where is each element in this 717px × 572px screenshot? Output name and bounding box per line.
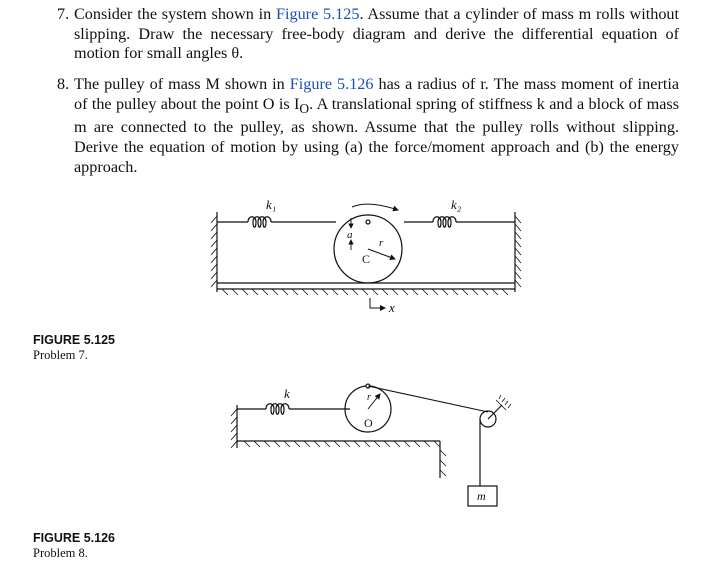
- caption-subtitle: Problem 7.: [33, 348, 88, 362]
- label-r: r: [367, 392, 371, 403]
- spring-k: [237, 404, 350, 415]
- left-wall-hatch: [211, 216, 217, 287]
- x-displacement-arrow: [370, 298, 385, 308]
- label-m: m: [477, 489, 486, 503]
- label-r: r: [379, 237, 384, 249]
- floor-hatch: [222, 289, 508, 295]
- problem-number: 8.: [57, 75, 70, 93]
- caption-subtitle: Problem 8.: [33, 546, 88, 560]
- label-k2: k₂: [451, 197, 462, 212]
- problem-text-part: The pulley of mass M shown in: [74, 75, 290, 93]
- problem-text-part: . A translational spring of stiffness k and a block of mass m are connected to the pulley, as shown. Assume that the pulley rolls without slipping. Derive the equation of motion by using (a) the force/moment approach and (b) the energy approach.: [74, 94, 679, 176]
- label-k1: k₁: [266, 197, 277, 212]
- figure-link[interactable]: Figure 5.126: [289, 75, 374, 93]
- right-wall-hatch: [515, 216, 521, 287]
- spring-k1: [217, 217, 336, 228]
- rotation-arrow: [352, 204, 398, 210]
- problem-text-part: . Assume that a cylinder of mass m rolls without slipping. Draw the necessary free-body diagram and derive the differential equation of motion for small angles θ.: [74, 5, 680, 63]
- problem-text-part: Consider the system shown in: [74, 5, 276, 23]
- label-o: O: [364, 416, 373, 430]
- label-x: x: [389, 300, 395, 315]
- label-k: k: [284, 386, 290, 401]
- fixed-pulley-hatch: [496, 395, 511, 410]
- subscript: O: [299, 100, 310, 116]
- left-wall-hatch: [231, 409, 237, 448]
- label-c: C: [362, 252, 371, 266]
- problem-text-part: has a radius of r. The mass moment of inertia of the pulley about the point O is I: [74, 75, 680, 113]
- figure-5-126: [231, 384, 511, 506]
- radius-line: [368, 249, 395, 259]
- caption-title: FIGURE 5.126: [33, 531, 115, 545]
- cable: [368, 386, 488, 412]
- problem-number: 7.: [57, 5, 70, 23]
- fixed-pulley-support: [488, 405, 502, 419]
- caption-title: FIGURE 5.125: [33, 333, 115, 347]
- spring-attachment-point: [366, 220, 370, 224]
- spring-k2: [404, 217, 515, 228]
- label-a: a: [347, 229, 353, 241]
- figure-link[interactable]: Figure 5.125: [275, 5, 360, 23]
- ground-hatch: [244, 441, 446, 476]
